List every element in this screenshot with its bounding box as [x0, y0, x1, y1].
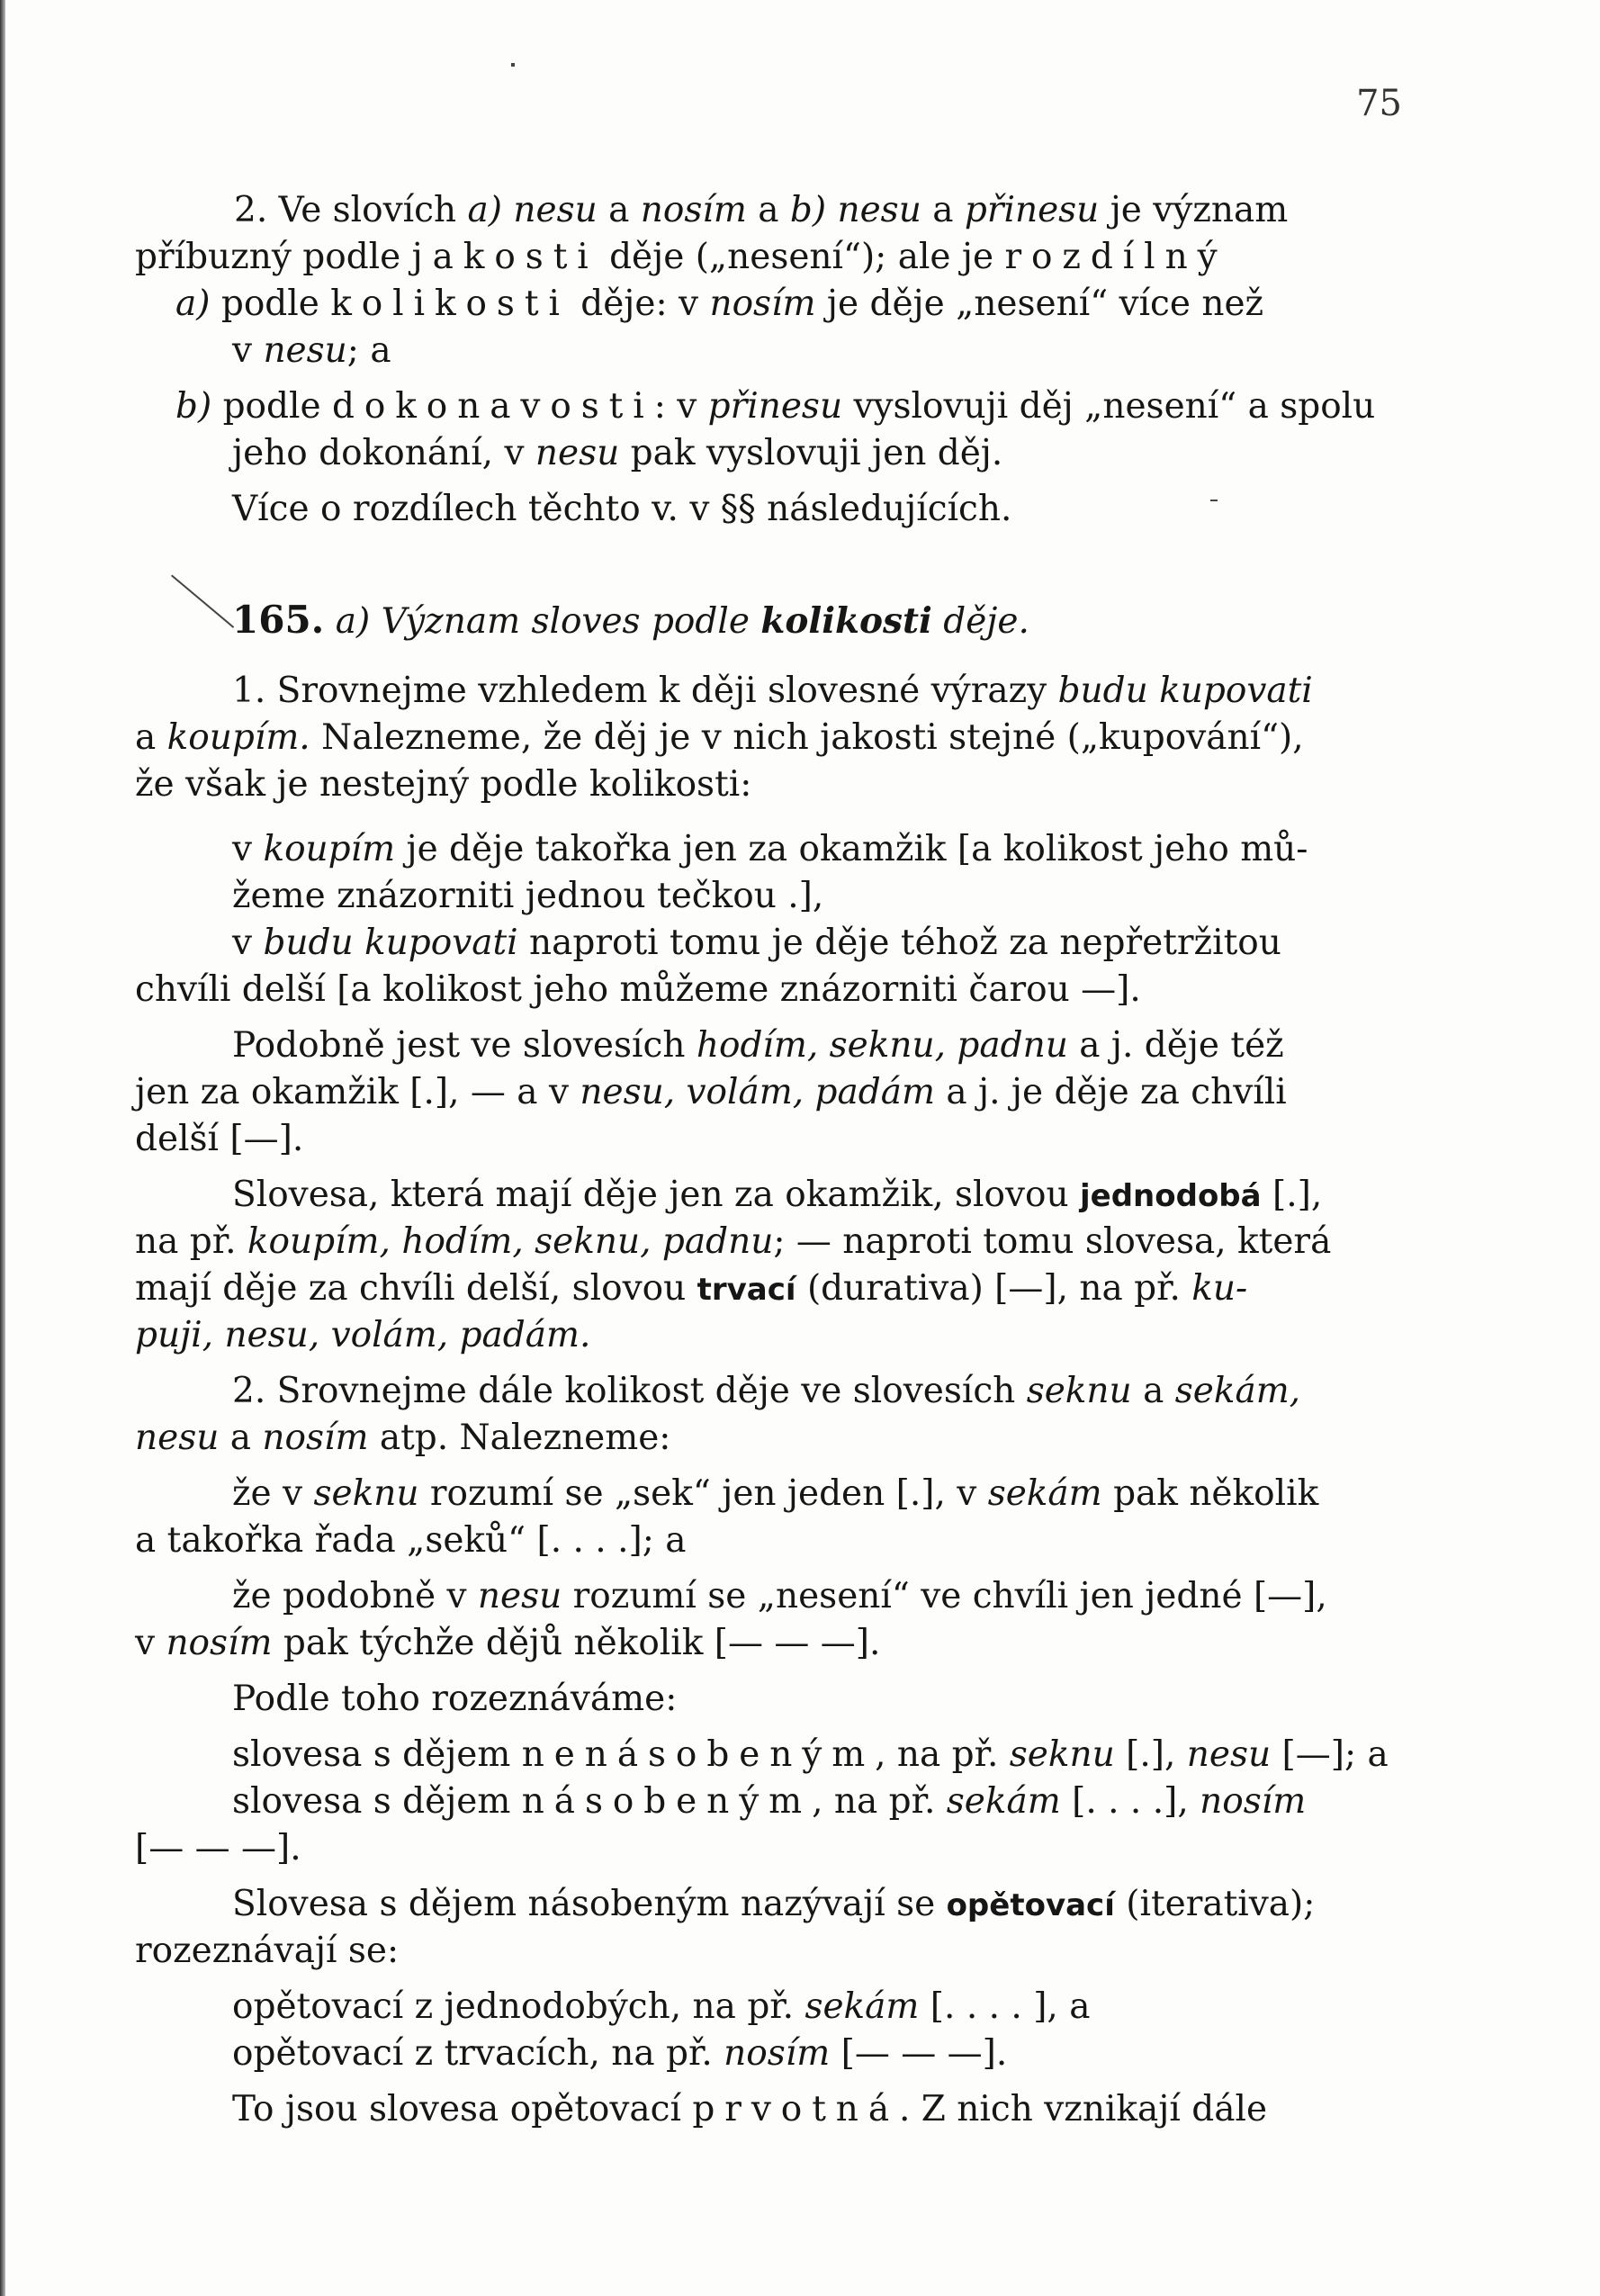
text-run: žeme znázorniti jednou tečkou .], [232, 876, 824, 916]
scan-speck [511, 63, 515, 67]
text-run: [— — —]. [135, 1828, 301, 1868]
text-line [135, 1520, 687, 1561]
text-run: Nalezneme, že děj je v nich jakosti stejné („kupování“), [310, 717, 1304, 758]
text-run: koupím, hodím, seknu, padnu [247, 1221, 774, 1262]
text-run: ; — naproti tomu slovesa, která [773, 1221, 1332, 1262]
text-run: jen za okamžik [.], — a v [135, 1072, 580, 1112]
text-line [232, 1373, 1300, 1409]
text-run: že v [232, 1473, 314, 1514]
text-run: jeho dokonání, v [232, 433, 535, 473]
text-run: děje. [931, 601, 1029, 642]
text-run: koupím. [166, 717, 310, 758]
text-line [232, 433, 1003, 473]
text-line [135, 1418, 671, 1458]
text-run: trvací [697, 1272, 796, 1308]
text-run: sekám [946, 1781, 1061, 1822]
text-run: podle [210, 284, 331, 324]
text-run [502, 190, 513, 230]
text-run: nesu [535, 433, 620, 473]
text-line [232, 598, 1029, 642]
text-line [234, 190, 1289, 230]
text-run: nosím [166, 1623, 273, 1663]
text-line [232, 491, 1011, 527]
text-line [135, 1268, 1248, 1309]
text-run: nesu, volám, padám [580, 1072, 935, 1112]
text-run: příbuzný podle [135, 237, 412, 277]
text-run: přinesu [707, 386, 843, 427]
text-run: a [746, 190, 790, 230]
text-run: přinesu [964, 190, 1100, 230]
text-run: v [232, 923, 264, 963]
text-line [135, 1931, 400, 1971]
text-run: a j. děje též [1067, 1025, 1284, 1066]
text-run: atp. Nalezneme: [368, 1418, 671, 1458]
text-line [232, 829, 1308, 869]
text-line [232, 1734, 1389, 1775]
text-run: naproti tomu je děje téhož za nepřetržitou [517, 923, 1281, 963]
text-run: , na př. [875, 1734, 1010, 1775]
text-run: opětovací z jednodobých, na př. [232, 1986, 805, 2027]
text-run: hodím, seknu, padnu [696, 1025, 1068, 1066]
text-run: [— — —]. [830, 2033, 1008, 2074]
text-run: podle [211, 386, 332, 427]
text-run: v [232, 330, 264, 371]
text-run: budu kupovati [263, 923, 518, 963]
text-run: prvotná [692, 2089, 899, 2129]
text-run: nesu [135, 1418, 220, 1458]
text-run: 2. Srovnejme dále kolikost děje ve slovesích [232, 1371, 1027, 1411]
text-line [135, 1121, 303, 1157]
text-run: puji, nesu, volám, padám. [135, 1315, 591, 1355]
text-run: Slovesa, která mají děje jen za okamžik, slovou [232, 1175, 1080, 1215]
text-line [232, 1473, 1319, 1514]
text-line [232, 1175, 1323, 1215]
text-line [232, 671, 1313, 711]
text-run: 1. Srovnejme vzhledem k ději slovesné výrazy [232, 671, 1058, 711]
text-line [135, 1072, 1287, 1112]
text-run: chvíli delší [a kolikost jeho můžeme znázorniti čarou —]. [135, 969, 1141, 1010]
text-line [232, 330, 391, 371]
text-run: rozumí se „sek“ jen jeden [.], v [418, 1473, 988, 1514]
text-run: rozumí se „nesení“ ve chvíli jen jedné [—], [562, 1576, 1327, 1616]
text-line [232, 1679, 678, 1719]
text-line [232, 1781, 1307, 1822]
text-run: Podobně jest ve slovesích [232, 1025, 697, 1066]
text-run: kolikosti [330, 284, 570, 324]
text-run: rozeznávají se: [135, 1931, 400, 1971]
text-run: rozdílný [1004, 237, 1227, 277]
text-line [232, 2033, 1008, 2074]
text-run: budu kupovati [1057, 671, 1313, 711]
text-line [232, 2089, 1268, 2129]
text-run: kolikosti [760, 600, 932, 642]
text-run: děje: v [569, 284, 710, 324]
text-run: v [135, 1623, 166, 1663]
text-run: b) [175, 386, 212, 427]
text-run: a takořka řada „seků“ [. . . .]; a [135, 1520, 687, 1561]
text-line [232, 1986, 1091, 2027]
text-run: a [135, 717, 167, 758]
text-run: delší [—]. [135, 1119, 304, 1159]
text-run: sekám, [1174, 1371, 1301, 1411]
text-line [175, 284, 1264, 324]
text-run: b) [789, 190, 827, 230]
text-run: : v [653, 386, 708, 427]
text-run: 165. [232, 598, 325, 642]
text-run: ; a [346, 330, 391, 371]
text-run: slovesa s dějem [232, 1781, 522, 1822]
text-run: je děje „nesení“ více než [815, 284, 1264, 324]
text-run: opětovací z trvacích, na př. [232, 2033, 724, 2074]
text-run: mají děje za chvíli delší, slovou [135, 1268, 697, 1309]
text-run: pak vyslovuji jen děj. [619, 433, 1003, 473]
text-line [135, 1221, 1332, 1262]
text-run: jakosti [411, 237, 598, 277]
text-run: seknu [313, 1473, 419, 1514]
text-run: nesu [837, 190, 921, 230]
text-run: na př. [135, 1221, 247, 1262]
text-run: děje („nesení“); ale je [598, 237, 1005, 277]
text-run: (durativa) [—], na př. [796, 1268, 1192, 1309]
text-run: pak týchže dějů několik [— — —]. [272, 1623, 881, 1663]
text-run: seknu [1026, 1371, 1132, 1411]
text-run: vyslovuji děj „nesení“ a spolu [842, 386, 1376, 427]
text-run: nesu [513, 190, 598, 230]
text-run: nenásobeným [521, 1734, 876, 1775]
text-run: [.], [1261, 1175, 1323, 1215]
text-run: [—]; a [1271, 1734, 1389, 1775]
text-run: a [921, 190, 965, 230]
text-line [232, 923, 1281, 963]
text-run: nosím [640, 190, 747, 230]
text-run: je význam [1099, 190, 1289, 230]
text-run: koupím [263, 829, 396, 869]
text-run: slovesa s dějem [232, 1734, 522, 1775]
text-run [324, 601, 335, 642]
text-run: v [232, 829, 264, 869]
text-run: [. . . . ], a [919, 1986, 1091, 2027]
text-line [232, 878, 823, 914]
text-line [135, 1828, 301, 1868]
margin-stroke [171, 574, 234, 627]
text-run: seknu [1009, 1734, 1115, 1775]
text-run: sekám [987, 1473, 1102, 1514]
text-run: nosím [262, 1418, 369, 1458]
text-run: sekám [804, 1986, 920, 2027]
text-run: že podobně v [232, 1576, 478, 1616]
text-line [135, 717, 1304, 758]
text-run: nosím [1200, 1781, 1307, 1822]
text-run [826, 190, 837, 230]
page-edge-shadow [0, 0, 5, 2296]
text-run: a) [467, 190, 502, 230]
text-run: ku- [1191, 1268, 1248, 1309]
text-run: [. . . .], [1060, 1781, 1200, 1822]
text-run: pak několik [1101, 1473, 1319, 1514]
text-line [135, 969, 1141, 1010]
text-run: je děje takořka jen za okamžik [a kolikost jeho mů- [395, 829, 1308, 869]
text-line [232, 1025, 1284, 1066]
text-line [135, 764, 752, 805]
text-run: násobeným [521, 1781, 813, 1822]
text-line [232, 1576, 1327, 1616]
text-run: [.], [1114, 1734, 1187, 1775]
text-run: a) Význam sloves podle [335, 601, 761, 642]
text-run: Podle toho rozeznáváme: [232, 1679, 678, 1719]
text-run: a j. je děje za chvíli [934, 1072, 1287, 1112]
text-run: a [1131, 1371, 1175, 1411]
text-run: , na př. [812, 1781, 947, 1822]
text-run: opětovací [946, 1887, 1115, 1923]
text-line [175, 386, 1376, 427]
text-line [135, 239, 1227, 275]
text-run: (iterativa); [1114, 1884, 1316, 1924]
text-run: nesu [477, 1576, 562, 1616]
text-run: . Z nich vznikají dále [899, 2089, 1268, 2129]
text-line [135, 1625, 880, 1661]
text-run: nesu [263, 330, 347, 371]
scan-speck [1210, 500, 1218, 501]
text-run: Slovesa s dějem násobeným nazývají se [232, 1884, 947, 1924]
text-run: jednodobá [1080, 1178, 1262, 1214]
text-run: nesu [1186, 1734, 1272, 1775]
text-run: To jsou slovesa opětovací [232, 2089, 693, 2129]
text-run: že však je nestejný podle kolikosti: [135, 764, 752, 805]
text-run: dokonavosti [331, 386, 654, 427]
text-run: nosím [724, 2033, 831, 2074]
text-line [232, 1886, 1315, 1922]
text-run: a [597, 190, 641, 230]
text-line [135, 1315, 591, 1355]
text-run: a [219, 1418, 263, 1458]
text-run: nosím [709, 284, 816, 324]
page-number: 75 [1356, 83, 1402, 124]
text-run: Více o rozdílech těchto v. v §§ následujících. [232, 489, 1012, 529]
text-run: 2. Ve slovích [234, 190, 468, 230]
text-run: a) [175, 284, 211, 324]
